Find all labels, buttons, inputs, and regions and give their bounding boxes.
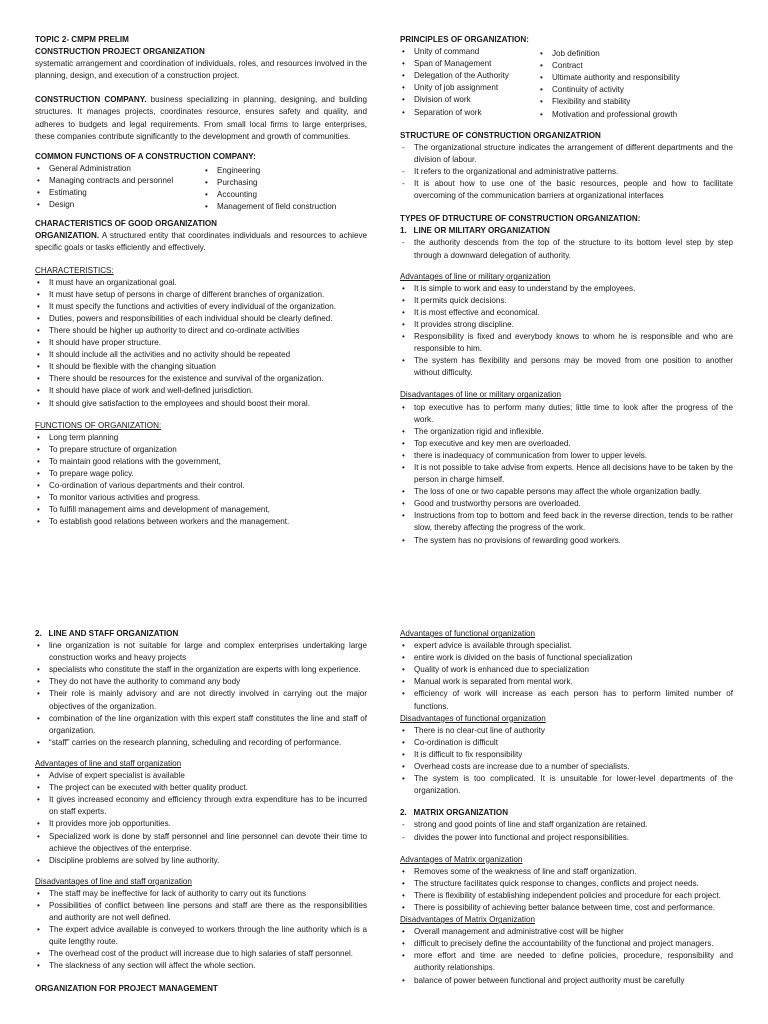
list-item: • To maintain good relations with the government, xyxy=(35,456,367,468)
cpo-title: CONSTRUCTION PROJECT ORGANIZATION xyxy=(35,47,205,57)
matrix-adv-list xyxy=(400,866,733,914)
top-right-column xyxy=(400,34,733,547)
matrix-description xyxy=(400,819,733,843)
list-item: • There is possibility of achieving better balance between time, cost and performance. xyxy=(400,902,733,914)
list-item: • The slackness of any section will affect the whole section. xyxy=(35,960,367,972)
structure-title: STRUCTURE OF CONSTRUCTION ORGANIZATRION xyxy=(400,130,601,140)
list-item: • Overhead costs are increase due to a number of specialists. xyxy=(400,761,733,773)
list-item: • It must specify the functions and activities of every individual of the organization. xyxy=(35,301,367,313)
list-item: • The system is too complicated. It is unsuitable for lower-level departments of the organization. xyxy=(400,773,733,797)
list-item: • The project can be executed with better quality product. xyxy=(35,782,367,794)
line-org-description xyxy=(400,237,733,261)
list-item: - strong and good points of line and staff organization are retained. xyxy=(400,819,733,831)
list-item: • Co-ordination of various departments and their control. xyxy=(35,480,367,492)
list-item: • It gives increased economy and efficiency through extra expenditure has to be incurred on staff experts. xyxy=(35,794,367,818)
list-item: • Flexibility and stability xyxy=(538,96,733,108)
topic-heading: TOPIC 2- CMPM PRELIM xyxy=(35,35,129,44)
company-paragraph xyxy=(35,94,367,142)
list-item: • difficult to precisely define the accountability of the functional and project managers. xyxy=(400,938,733,950)
line-dis-list xyxy=(400,402,733,547)
list-item: • Span of Management xyxy=(400,58,538,70)
list-item: • Purchasing xyxy=(203,177,367,189)
list-item: • Instructions from top to bottom and feed back in the reverse direction, tends to be rather slow, thereby affecting the progress of the work. xyxy=(400,510,733,534)
list-item: • It should have proper structure. xyxy=(35,337,367,349)
list-item: • General Administration xyxy=(35,163,203,175)
characteristics-list xyxy=(35,277,367,410)
characteristics-title: CHARACTERISTICS: xyxy=(35,265,114,275)
func-adv-title: Advantages of functional organization xyxy=(400,629,535,638)
list-item: • Ultimate authority and responsibility xyxy=(538,72,733,84)
line-staff-list xyxy=(35,640,367,749)
list-item: • The overhead cost of the product will increase due to high salaries of staff personnel. xyxy=(35,948,367,960)
list-item: - divides the power into functional and project responsibilities. xyxy=(400,832,733,844)
list-item: • To prepare wage policy. xyxy=(35,468,367,480)
org-definition: A structured entity that coordinates individuals and resources to achieve specific goals or tasks efficiently and effectively. xyxy=(35,231,367,253)
list-item: • Good and trustworthy persons are overloaded. xyxy=(400,498,733,510)
list-item: • It should give satisfaction to the employees and should boost their moral. xyxy=(35,398,367,410)
common-functions-list xyxy=(35,163,367,213)
list-item: • It should be flexible with the changing situation xyxy=(35,361,367,373)
ls-dis-title: Disadvantages of line and staff organization xyxy=(35,876,192,886)
list-item: • Motivation and professional growth xyxy=(538,109,733,121)
list-item: • It provides strong discipline. xyxy=(400,319,733,331)
list-item: • It is not possible to take advise from experts. Hence all decisions have to be taken by the person in charge himself. xyxy=(400,462,733,486)
list-item: • There is no clear-cut line of authority xyxy=(400,725,733,737)
list-item: • To monitor various activities and progress. xyxy=(35,492,367,504)
good-org-title: CHARACTERISTICS OF GOOD ORGANIZATION xyxy=(35,219,217,229)
bottom-left-column xyxy=(35,628,367,995)
functions-title: FUNCTIONS OF ORGANIZATION: xyxy=(35,420,162,430)
matrix-adv-title: Advantages of Matrix organization xyxy=(400,854,523,864)
line-adv-title: Advantages of line or military organization xyxy=(400,271,551,281)
matrix-title: 2. MATRIX ORGANIZATION xyxy=(400,808,509,818)
list-item: • Contract xyxy=(538,60,733,72)
list-item: • combination of the line organization with this expert staff constitutes the line and staff of organization. xyxy=(35,713,367,737)
list-item: • Design xyxy=(35,199,203,211)
company-definition: business specializing in planning, designing, and building structures. It manages projects, coordinates resource, ensures safety and quality, and adheres to budgets and legal requirements. From small local firms to large enterprises, these companies contribute significantly to the development and growth of communities. xyxy=(35,95,367,141)
matrix-dis-title: Disadvantages of Matrix Organization xyxy=(400,915,535,925)
principles-right xyxy=(538,46,733,121)
list-item: • Long term planning xyxy=(35,432,367,444)
list-item: • Duties, powers and responsibilities of each individual should be clearly defined. xyxy=(35,313,367,325)
common-functions-left xyxy=(35,163,203,213)
list-item: • Management of field construction xyxy=(203,201,367,213)
org-paragraph xyxy=(35,230,367,254)
principles-list xyxy=(400,46,733,121)
list-item: - the authority descends from the top of the structure to its bottom level step by step through a downward delegation of authority. xyxy=(400,237,733,261)
list-item: • There should be resources for the existence and survival of the organization. xyxy=(35,373,367,385)
list-item: • To fulfill management aims and development of management, xyxy=(35,504,367,516)
list-item: • The system has no provisions of rewarding good workers. xyxy=(400,535,733,547)
list-item: • It provides more job opportunities. xyxy=(35,818,367,830)
list-item: • Discipline problems are solved by line authority. xyxy=(35,855,367,867)
list-item: • Possibilities of conflict between line persons and staff are there as the responsibilities and authority are not well defined. xyxy=(35,900,367,924)
ls-adv-list xyxy=(35,770,367,867)
list-item: • Their role is mainly advisory and are not directly involved in carrying out the major objectives of the organization. xyxy=(35,688,367,712)
list-item: • The organization rigid and inflexible. xyxy=(400,426,733,438)
list-item: • Responsibility is fixed and everybody knows to whom he is responsible and who are responsible to him. xyxy=(400,331,733,355)
list-item: • efficiency of work will increase as each person has to perform limited number of functions. xyxy=(400,688,733,712)
list-item: • Engineering xyxy=(203,165,367,177)
line-staff-title: 2. LINE AND STAFF ORGANIZATION xyxy=(35,629,179,638)
list-item: • Co-ordination is difficult xyxy=(400,737,733,749)
list-item: • Advise of expert specialist is available xyxy=(35,770,367,782)
principles-title: PRINCIPLES OF ORGANIZATION: xyxy=(400,35,529,44)
list-item: • Delegation of the Authority xyxy=(400,70,538,82)
common-functions-title: COMMON FUNCTIONS OF A CONSTRUCTION COMPANY: xyxy=(35,151,256,161)
list-item: • Overall management and administrative cost will be higher xyxy=(400,926,733,938)
func-adv-list xyxy=(400,640,733,713)
principles-left xyxy=(400,46,538,121)
list-item: • It should have place of work and well-defined jurisdiction. xyxy=(35,385,367,397)
cpo-definition: systematic arrangement and coordination of individuals, roles, and resources involved in the planning, design, and execution of a construction project. xyxy=(35,59,367,81)
list-item: • The structure facilitates quick response to changes, conflicts and project needs. xyxy=(400,878,733,890)
list-item: • It is difficult to fix responsibility xyxy=(400,749,733,761)
list-item: • there is inadequacy of communication from lower to upper levels. xyxy=(400,450,733,462)
list-item: • The system has flexibility and persons may be moved from one position to another without difficulty. xyxy=(400,355,733,379)
list-item: • Manual work is separated from mental work. xyxy=(400,676,733,688)
list-item: • balance of power between functional and project authority must be carefully xyxy=(400,975,733,987)
list-item: • more effort and time are needed to define policies, procedure, responsibility and authority relationships. xyxy=(400,950,733,974)
list-item: • Estimating xyxy=(35,187,203,199)
func-dis-list xyxy=(400,725,733,798)
list-item: • It must have setup of persons in charge of different branches of organization. xyxy=(35,289,367,301)
bottom-right-column xyxy=(400,628,733,987)
list-item: • It is simple to work and easy to understand by the employees. xyxy=(400,283,733,295)
list-item: • Quality of work is enhanced due to specialization xyxy=(400,664,733,676)
list-item: • There should be higher up authority to direct and co-ordinate activities xyxy=(35,325,367,337)
list-item: • Continuity of activity xyxy=(538,84,733,96)
list-item: • Top executive and key men are overloaded. xyxy=(400,438,733,450)
list-item: • They do not have the authority to command any body xyxy=(35,676,367,688)
list-item: • entire work is divided on the basis of functional specialization xyxy=(400,652,733,664)
company-term: CONSTRUCTION COMPANY. xyxy=(35,95,147,105)
list-item: • specialists who constitute the staff in the organization are experts with long experience. xyxy=(35,664,367,676)
list-item: • “staff” carries on the research planning, scheduling and recording of performance. xyxy=(35,737,367,749)
list-item: • It should include all the activities and no activity should be repeated xyxy=(35,349,367,361)
list-item: • The staff may be ineffective for lack of authority to carry out its functions xyxy=(35,888,367,900)
list-item: • expert advice is available through specialist. xyxy=(400,640,733,652)
list-item: • Division of work xyxy=(400,94,538,106)
line-org-title: 1. LINE OR MILITARY ORGANIZATION xyxy=(400,226,550,236)
list-item: - The organizational structure indicates the arrangement of different departments and the division of labour. xyxy=(400,142,733,166)
list-item: • Job definition xyxy=(538,48,733,60)
org-term: ORGANIZATION. xyxy=(35,231,100,241)
ls-adv-title: Advantages of line and staff organization xyxy=(35,758,182,768)
types-title: TYPES OF DTRUCTURE OF CONSTRUCTION ORGANIZATION: xyxy=(400,214,641,224)
list-item: • The expert advice available is conveyed to workers through the line authority which is a quite lengthy route. xyxy=(35,924,367,948)
list-item: • top executive has to perform many duties; little time to look after the progress of the work. xyxy=(400,402,733,426)
list-item: • Separation of work xyxy=(400,107,538,119)
structure-list xyxy=(400,142,733,202)
list-item: • It permits quick decisions. xyxy=(400,295,733,307)
list-item: • Accounting xyxy=(203,189,367,201)
list-item: • To prepare structure of organization xyxy=(35,444,367,456)
list-item: • It is most effective and economical. xyxy=(400,307,733,319)
functions-list xyxy=(35,432,367,529)
pm-title: ORGANIZATION FOR PROJECT MANAGEMENT xyxy=(35,983,218,993)
matrix-dis-list xyxy=(400,926,733,986)
list-item: • Unity of command xyxy=(400,46,538,58)
func-dis-title: Disadvantages of functional organization xyxy=(400,713,546,723)
list-item: • To establish good relations between workers and the management. xyxy=(35,516,367,528)
list-item: • It must have an organizational goal. xyxy=(35,277,367,289)
common-functions-right xyxy=(203,163,367,213)
list-item: - It is about how to use one of the basic resources, people and how to facilitate overcoming of the communication barriers at organizational interfaces xyxy=(400,178,733,202)
list-item: • Specialized work is done by staff personnel and line personnel can devote their time to achieve the objectives of the enterprise. xyxy=(35,831,367,855)
list-item: • line organization is not suitable for large and complex enterprises undertaking large construction works and heavy projects xyxy=(35,640,367,664)
list-item: • The loss of one or two capable persons may affect the whole organization badly. xyxy=(400,486,733,498)
list-item: • Removes some of the weakness of line and staff organization. xyxy=(400,866,733,878)
list-item: • Unity of job assignment xyxy=(400,82,538,94)
list-item: - It refers to the organizational and administrative patterns. xyxy=(400,166,733,178)
ls-dis-list xyxy=(35,888,367,973)
top-left-column xyxy=(35,34,367,528)
line-dis-title: Disadvantages of line or military organization xyxy=(400,390,562,400)
list-item: • Managing contracts and personnel xyxy=(35,175,203,187)
line-adv-list xyxy=(400,283,733,380)
list-item: • There is flexibility of establishing independent policies and procedure for each project. xyxy=(400,890,733,902)
